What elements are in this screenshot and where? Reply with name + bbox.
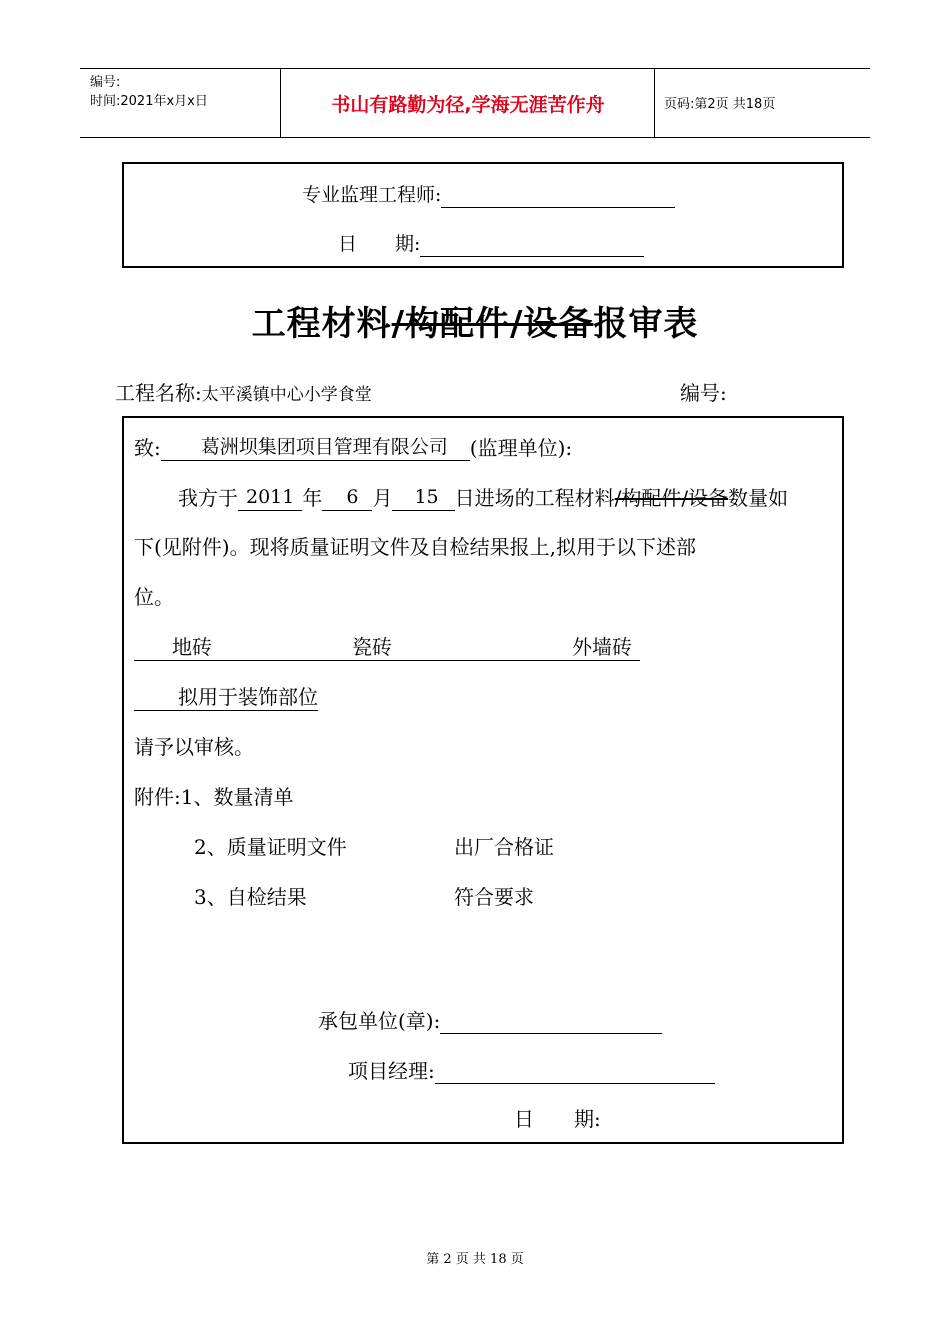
header-divider [280,69,281,137]
title-prefix: 工程材料 [251,304,392,344]
header-meta [90,73,208,111]
page-footer: 第 2 页 共 18 页 [426,1252,524,1267]
usage-text: 拟用于装饰部位 [134,684,318,711]
arrival-struck: /构配件/设备 [614,486,729,510]
attachment-label: 附件: [134,785,181,809]
arrival-year[interactable]: 2011 [238,484,302,511]
attachment-row [134,784,293,810]
request-text: 请予以审核。 [134,735,254,759]
header-time: 时间:2021年x月x日 [90,94,208,109]
arrival-post: 数量如 [728,486,789,510]
attachment-item: 2、质量证明文件 [194,835,347,859]
month-unit: 月 [372,486,393,510]
supervisor-org: 葛洲坝集团项目管理有限公司 [161,434,470,461]
attachment-value: 符合要求 [454,885,534,909]
date-label: 日 期: [338,233,421,255]
project-info [115,380,372,408]
arrival-line [178,484,788,511]
manager-row [348,1058,715,1084]
contractor-row [318,1008,662,1034]
arrival-day[interactable]: 15 [392,484,454,511]
material-item: 地砖 [172,635,212,659]
contractor-signature-line[interactable] [440,1009,662,1034]
project-label: 工程名称: [115,381,202,405]
usage-row [134,684,318,711]
material-item: 瓷砖 [352,635,392,659]
attachment-item: 3、自检结果 [194,885,307,909]
report-form-box [122,416,844,1144]
materials-row [134,634,640,661]
header-page-info: 页码:第2页 共18页 [664,97,776,112]
engineer-signature-line[interactable] [441,185,675,208]
header-motto: 书山有路勤为径,学海无涯苦作舟 [331,93,605,116]
year-unit: 年 [302,486,323,510]
to-suffix: (监理单位): [469,436,573,460]
supervisor-sign-box [122,162,844,268]
material-item: 外墙砖 [572,635,632,659]
arrival-line-3: 位。 [134,585,174,609]
manager-signature-line[interactable] [435,1059,715,1084]
attachment-item: 1、数量清单 [180,785,294,809]
title-struck: /构配件/设备 [391,304,594,344]
engineer-row [302,182,675,208]
page-header [80,68,870,138]
number-label: 编号: [680,381,727,405]
arrival-mid: 日进场的工程材料 [454,486,615,510]
manager-label: 项目经理: [348,1059,435,1083]
attachment-value: 出厂合格证 [454,835,554,859]
contractor-label: 承包单位(章): [318,1009,441,1033]
engineer-label: 专业监理工程师: [302,184,442,206]
form-date-label: 日 期: [514,1107,601,1131]
date-signature-line[interactable] [420,234,644,257]
project-name: 太平溪镇中心小学食堂 [201,385,372,405]
header-divider [654,69,655,137]
arrival-pre: 我方于 [178,486,238,510]
header-number-label: 编号: [90,75,121,90]
addressee-row [134,434,572,461]
date-row [338,231,644,257]
to-label: 致: [134,436,161,460]
arrival-line-2: 下(见附件)。现将质量证明文件及自检结果报上,拟用于以下述部 [134,535,696,559]
title-suffix: 报审表 [593,304,699,344]
arrival-month[interactable]: 6 [322,484,372,511]
page-title [0,296,950,345]
